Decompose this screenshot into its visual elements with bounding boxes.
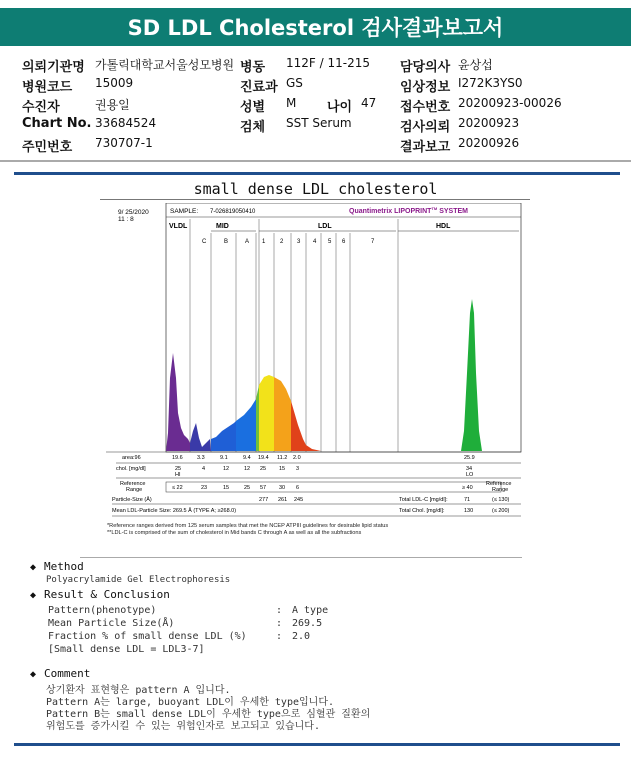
total-ldl-ref: (≤ 130): [492, 497, 510, 503]
label-ward: 병동: [240, 60, 266, 75]
label-requesting-institution: 의뢰기관명: [22, 60, 85, 75]
sample-label: SAMPLE:: [170, 208, 199, 215]
label-department: 진료과: [240, 80, 278, 95]
lipoprint-report: [106, 203, 525, 520]
label-patient-name: 수진자: [22, 100, 60, 115]
total-chol-label: Total Chol. [mg/dl]:: [399, 508, 445, 514]
ldl-2-peak: [274, 377, 291, 451]
lipoprint-graph: [106, 203, 525, 520]
chol-values: [175, 466, 474, 478]
section-title: small dense LDL cholesterol: [193, 180, 438, 198]
value-patient-name: 권용일: [95, 98, 130, 112]
comment-line-2: Pattern A는 large, buoyant LDL이 우세한 type입니다.: [46, 697, 334, 708]
label-sex: 성별: [240, 100, 266, 115]
ldl-sub-7: 7: [371, 239, 375, 245]
svg-text:3.3: 3.3: [197, 455, 205, 461]
svg-text:15: 15: [279, 466, 286, 472]
diamond-bullet-icon: ◆: [30, 562, 37, 573]
method-divider: [80, 557, 522, 558]
label-test-request-date: 검사의뢰: [400, 120, 451, 135]
band-hdl: HDL: [436, 223, 451, 230]
section-title-underline: [100, 199, 530, 200]
mid-a-peak: [236, 399, 256, 451]
result-label-particle-size: Mean Particle Size(Å): [48, 618, 175, 629]
method-heading: ◆ Method: [30, 560, 84, 573]
result-colon-3: :: [276, 631, 283, 642]
svg-text:261: 261: [278, 497, 288, 503]
ldl-1-peak: [259, 375, 274, 451]
method-text: Polyacrylamide Gel Electrophoresis: [46, 575, 231, 585]
footnote-1: *Reference ranges derived from 125 serum samples that met the NCEP ATPIII guidelines for desirable lipid status: [107, 523, 389, 529]
bottom-blue-rule: [14, 743, 620, 746]
ref-values: [172, 485, 473, 491]
svg-text:25: 25: [175, 466, 182, 472]
ldl-sub-4: 4: [313, 239, 317, 245]
label-specimen: 검체: [240, 120, 266, 135]
area-values: [172, 455, 475, 461]
hdl-flag: LO: [466, 472, 474, 478]
svg-text:2.0: 2.0: [293, 455, 301, 461]
mid-c-peak: [190, 423, 211, 451]
footnote-2: **LDL-C is comprised of the sum of cholesterol in Mid bands C through A as well as all the subfractions: [107, 530, 362, 536]
ref-right-1: Reference: [486, 481, 512, 487]
result-note: [Small dense LDL = LDL3-7]: [48, 644, 205, 655]
svg-text:3: 3: [296, 466, 300, 472]
svg-text:23: 23: [201, 485, 208, 491]
ldl-sub-1: 1: [262, 239, 266, 245]
svg-text:9.4: 9.4: [243, 455, 251, 461]
mid-b-peak: [211, 421, 236, 451]
value-requesting-institution: 가톨릭대학교서울성모병원: [95, 58, 235, 72]
comment-line-4: 위험도를 증가시킬 수 있는 위험인자로 보고되고 있습니다.: [46, 721, 320, 732]
svg-text:6: 6: [296, 485, 300, 491]
svg-text:9.1: 9.1: [220, 455, 228, 461]
ldl-1-left: [256, 385, 259, 451]
ldl-sub-5: 5: [328, 239, 332, 245]
result-value-particle-size: 269.5: [292, 618, 323, 629]
svg-text:≥ 40: ≥ 40: [462, 485, 473, 491]
value-attending-doctor: 윤상섭: [458, 58, 493, 72]
vldl-flag: HI: [175, 472, 181, 478]
mid-sub-c: C: [202, 239, 207, 245]
result-colon-2: :: [276, 618, 283, 629]
svg-text:245: 245: [294, 497, 304, 503]
label-result-report-date: 결과보고: [400, 140, 451, 155]
svg-text:19.6: 19.6: [172, 455, 183, 461]
value-age: 47: [361, 96, 377, 110]
label-resident-number: 주민번호: [22, 140, 73, 155]
svg-text:34: 34: [466, 466, 473, 472]
result-colon-1: :: [276, 605, 283, 616]
area-label: area:96: [122, 455, 141, 461]
particle-size-values: [259, 497, 303, 503]
ref-label-2: Range: [126, 487, 143, 493]
comment-line-3: Pattern B는 small dense LDL이 우세한 type으로 심혈관 질환의: [46, 709, 371, 720]
svg-text:≤ 22: ≤ 22: [172, 485, 183, 491]
ldl-sub-2: 2: [280, 239, 284, 245]
label-age: 나이: [327, 100, 353, 115]
value-test-request-date: 20200923: [458, 116, 520, 130]
svg-text:277: 277: [259, 497, 269, 503]
svg-text:19.4: 19.4: [258, 455, 269, 461]
ref-label-1: Reference: [120, 481, 146, 487]
diamond-bullet-icon: ◆: [30, 669, 37, 680]
comment-line-1: 상기환자 표현형은 pattern A 입니다.: [46, 685, 231, 696]
value-specimen: SST Serum: [286, 116, 352, 130]
report-time: 11 : 8: [118, 216, 134, 223]
diamond-bullet-icon: ◆: [30, 590, 37, 601]
svg-text:12: 12: [223, 466, 230, 472]
total-chol-value: 130: [464, 508, 474, 514]
ldl-sub-3: 3: [297, 239, 301, 245]
svg-text:4: 4: [202, 466, 206, 472]
hdl-peak: [461, 299, 482, 451]
band-ldl: LDL: [318, 223, 332, 230]
svg-text:25.9: 25.9: [464, 455, 475, 461]
chol-label: chol. [mg/dl]: [116, 466, 146, 472]
svg-text:25: 25: [260, 466, 267, 472]
result-label-fraction: Fraction % of small dense LDL (%): [48, 631, 247, 642]
value-clinical-info: I272K3YS0: [458, 76, 523, 90]
mid-sub-a: A: [245, 239, 250, 245]
result-value-fraction: 2.0: [292, 631, 311, 642]
svg-text:12: 12: [244, 466, 251, 472]
svg-text:30: 30: [279, 485, 286, 491]
mid-sub-b: B: [224, 239, 229, 245]
value-result-report-date: 20200926: [458, 136, 520, 150]
mean-particle-size: Mean LDL-Particle Size: 269.5 Å (TYPE A; ≥268.0): [112, 508, 237, 514]
svg-text:25: 25: [244, 485, 251, 491]
value-hospital-code: 15009: [95, 76, 134, 90]
band-mid: MID: [216, 223, 229, 230]
svg-text:57: 57: [260, 485, 267, 491]
value-resident-number: 730707-1: [95, 136, 153, 150]
value-receipt-number: 20200923-00026: [458, 96, 562, 110]
top-blue-rule: [14, 172, 620, 175]
report-date: 9/ 25/2020: [118, 209, 149, 216]
ldl-4-tail: [306, 445, 321, 451]
result-heading: ◆ Result & Conclusion: [30, 588, 170, 601]
value-department: GS: [286, 76, 303, 90]
svg-text:15: 15: [223, 485, 230, 491]
value-chart-no: 33684524: [95, 116, 157, 130]
total-chol-ref: (≤ 200): [492, 508, 510, 514]
report-title: SD LDL Cholesterol 검사결과보고서: [127, 16, 504, 40]
comment-heading: ◆ Comment: [30, 667, 91, 680]
label-receipt-number: 접수번호: [400, 100, 451, 115]
band-vldl: VLDL: [169, 223, 188, 230]
particle-size-label: Particle-Size (Å): [112, 497, 152, 503]
label-attending-doctor: 담당의사: [400, 60, 451, 75]
total-ldl-label: Total LDL-C [mg/dl]:: [399, 497, 448, 503]
ldl-sub-6: 6: [342, 239, 346, 245]
label-hospital-code: 병원코드: [22, 80, 73, 95]
info-divider: [0, 160, 631, 162]
brand-name: Quantimetrix LIPOPRINT™ SYSTEM: [349, 206, 468, 215]
ref-right-2: Range: [492, 487, 509, 493]
sample-id: 7-026819050410: [210, 209, 256, 215]
result-label-pattern: Pattern(phenotype): [48, 605, 157, 616]
label-clinical-info: 임상정보: [400, 80, 451, 95]
svg-text:11.2: 11.2: [277, 455, 288, 461]
total-ldl-value: 71: [464, 497, 471, 503]
result-value-pattern: A type: [292, 605, 329, 616]
vldl-peak: [166, 353, 190, 451]
value-ward: 112F / 11-215: [286, 56, 370, 70]
ldl-3-peak: [291, 401, 306, 451]
value-sex: M: [286, 96, 297, 110]
report-title-banner: [0, 8, 631, 46]
label-chart-no: Chart No.: [22, 116, 92, 131]
